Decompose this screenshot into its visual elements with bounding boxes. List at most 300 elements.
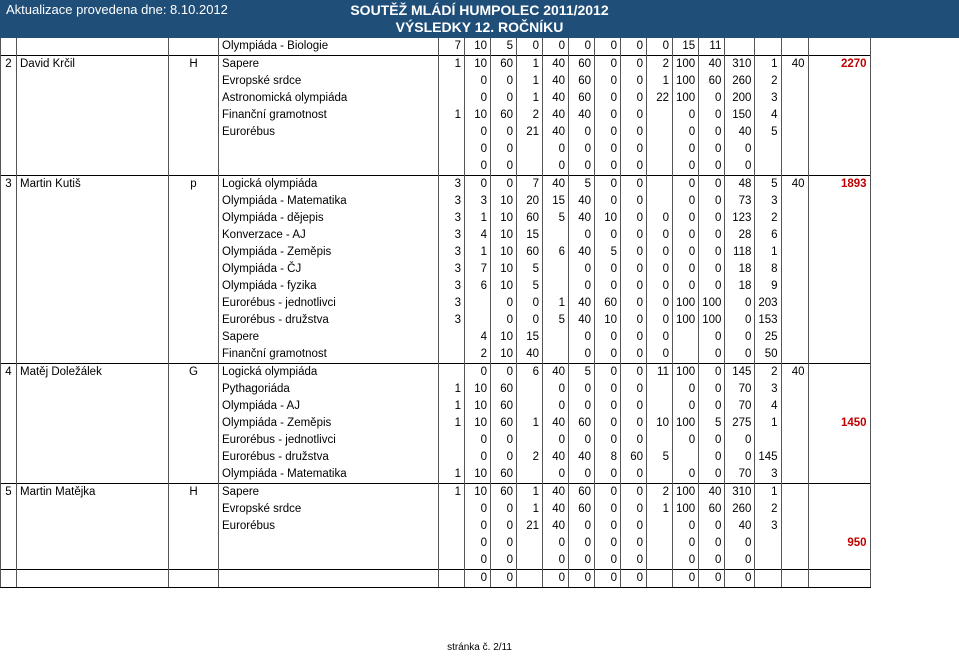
value-cell [647,552,673,570]
value-cell: 60 [491,398,517,415]
bonus-cell [781,432,808,449]
value-cell: 0 [621,501,647,518]
bonus-cell [781,570,808,588]
value-cell: 1 [439,466,465,484]
value-cell: 0 [621,295,647,312]
value-cell: 0 [699,449,725,466]
value-cell: 123 [725,210,755,227]
value-cell: 0 [725,295,755,312]
value-cell: 0 [569,227,595,244]
bonus-cell [781,398,808,415]
total-cell [808,141,870,158]
value-cell: 0 [595,261,621,278]
value-cell [725,38,755,56]
bonus-cell [781,415,808,432]
value-cell: 7 [439,38,465,56]
value-cell: 40 [543,56,569,74]
value-cell: 6 [517,364,543,382]
name-cell: Matěj Doležálek [17,364,169,382]
value-cell [647,466,673,484]
value-cell: 3 [755,518,781,535]
value-cell: 0 [595,501,621,518]
value-cell: 0 [621,346,647,364]
name-cell [17,278,169,295]
competition-cell [219,141,439,158]
value-cell: 0 [725,346,755,364]
value-cell: 40 [725,124,755,141]
bonus-cell [781,107,808,124]
name-cell [17,570,169,588]
value-cell: 5 [517,278,543,295]
value-cell: 0 [491,501,517,518]
value-cell: 11 [647,364,673,382]
value-cell: 40 [543,501,569,518]
rank-cell [1,227,17,244]
value-cell: 1 [439,484,465,502]
value-cell: 2 [517,107,543,124]
value-cell: 0 [647,244,673,261]
value-cell: 0 [699,90,725,107]
rank-cell [1,295,17,312]
value-cell: 118 [725,244,755,261]
value-cell: 0 [673,381,699,398]
value-cell: 10 [491,227,517,244]
value-cell: 60 [569,484,595,502]
value-cell: 40 [543,73,569,90]
rank-cell [1,466,17,484]
table-row [1,398,871,415]
value-cell: 0 [595,90,621,107]
value-cell: 40 [569,244,595,261]
value-cell: 18 [725,278,755,295]
value-cell: 18 [725,261,755,278]
value-cell: 0 [543,570,569,588]
value-cell: 60 [569,90,595,107]
rank-cell [1,38,17,56]
value-cell: 21 [517,124,543,141]
value-cell: 0 [699,432,725,449]
value-cell: 60 [569,501,595,518]
rank-cell [1,346,17,364]
value-cell [439,570,465,588]
value-cell: 0 [699,329,725,346]
value-cell: 60 [491,484,517,502]
rank-cell [1,449,17,466]
update-date: Aktualizace provedena dne: 8.10.2012 [6,2,228,17]
value-cell: 22 [647,90,673,107]
bonus-cell [781,295,808,312]
total-cell [808,381,870,398]
value-cell: 3 [439,210,465,227]
value-cell: 0 [595,570,621,588]
total-cell [808,501,870,518]
value-cell: 0 [621,90,647,107]
value-cell: 0 [491,176,517,194]
value-cell: 3 [439,227,465,244]
table-row [1,329,871,346]
value-cell: 0 [569,278,595,295]
value-cell: 11 [699,38,725,56]
value-cell: 3 [755,90,781,107]
value-cell [439,535,465,552]
bonus-cell [781,210,808,227]
name-cell [17,312,169,329]
value-cell: 5 [543,210,569,227]
value-cell [647,141,673,158]
competition-cell: Eurorébus - družstva [219,449,439,466]
value-cell: 10 [491,244,517,261]
name-cell [17,518,169,535]
value-cell: 310 [725,484,755,502]
value-cell [439,364,465,382]
value-cell: 10 [595,312,621,329]
value-cell: 0 [465,501,491,518]
bonus-cell [781,193,808,210]
value-cell: 2 [517,449,543,466]
value-cell: 0 [673,432,699,449]
table-row [1,227,871,244]
value-cell: 0 [673,570,699,588]
value-cell [439,158,465,176]
class-cell [169,329,219,346]
value-cell [647,535,673,552]
value-cell: 0 [725,141,755,158]
class-cell [169,158,219,176]
competition-cell: Logická olympiáda [219,176,439,194]
value-cell: 10 [491,278,517,295]
value-cell: 0 [569,346,595,364]
value-cell: 60 [699,501,725,518]
competition-cell: Sapere [219,329,439,346]
value-cell [755,535,781,552]
value-cell: 10 [491,346,517,364]
value-cell: 4 [755,398,781,415]
value-cell: 70 [725,466,755,484]
value-cell: 0 [595,364,621,382]
competition-cell: Olympiáda - Matematika [219,193,439,210]
value-cell: 0 [595,124,621,141]
value-cell: 1 [647,73,673,90]
total-cell [808,295,870,312]
bonus-cell [781,518,808,535]
value-cell: 0 [491,73,517,90]
name-cell [17,261,169,278]
total-cell [808,364,870,382]
value-cell: 0 [699,398,725,415]
value-cell: 0 [543,158,569,176]
value-cell: 100 [699,295,725,312]
table-row [1,107,871,124]
name-cell [17,501,169,518]
value-cell: 70 [725,398,755,415]
total-cell [808,107,870,124]
value-cell: 0 [621,364,647,382]
value-cell: 60 [569,415,595,432]
value-cell: 1 [517,73,543,90]
value-cell [517,570,543,588]
table-row [1,56,871,74]
bonus-cell [781,552,808,570]
competition-cell [219,552,439,570]
competition-cell: Eurorébus [219,124,439,141]
value-cell [543,329,569,346]
value-cell: 0 [621,466,647,484]
table-row [1,261,871,278]
value-cell: 40 [543,364,569,382]
value-cell: 9 [755,278,781,295]
value-cell: 0 [673,158,699,176]
competition-cell: Sapere [219,56,439,74]
value-cell [755,141,781,158]
value-cell: 0 [595,227,621,244]
value-cell: 0 [465,90,491,107]
value-cell: 2 [647,56,673,74]
value-cell: 0 [491,570,517,588]
value-cell: 0 [673,227,699,244]
value-cell: 1 [755,415,781,432]
value-cell: 0 [595,73,621,90]
name-cell [17,346,169,364]
value-cell [439,124,465,141]
competition-cell: Finanční gramotnost [219,107,439,124]
competition-cell [219,570,439,588]
bonus-cell: 40 [781,176,808,194]
value-cell [439,329,465,346]
value-cell: 0 [543,38,569,56]
value-cell: 0 [595,415,621,432]
value-cell: 2 [755,210,781,227]
value-cell: 10 [465,107,491,124]
competition-cell: Pythagoriáda [219,381,439,398]
class-cell [169,124,219,141]
table-row [1,124,871,141]
competition-cell: Olympiáda - Zeměpis [219,415,439,432]
name-cell [17,73,169,90]
value-cell: 0 [699,107,725,124]
value-cell: 0 [543,466,569,484]
value-cell [439,552,465,570]
bonus-cell [781,244,808,261]
class-cell [169,210,219,227]
name-cell [17,381,169,398]
rank-cell [1,329,17,346]
value-cell: 0 [699,346,725,364]
value-cell: 3 [755,193,781,210]
value-cell [543,227,569,244]
rank-cell [1,90,17,107]
rank-cell: 5 [1,484,17,502]
value-cell: 21 [517,518,543,535]
value-cell: 1 [755,484,781,502]
bonus-cell: 40 [781,56,808,74]
value-cell: 0 [595,278,621,295]
rank-cell [1,415,17,432]
competition-cell: Eurorébus - jednotlivci [219,295,439,312]
value-cell [517,398,543,415]
value-cell: 40 [543,415,569,432]
value-cell: 6 [465,278,491,295]
value-cell: 40 [569,210,595,227]
value-cell: 0 [621,227,647,244]
value-cell [543,278,569,295]
value-cell: 0 [621,518,647,535]
value-cell: 0 [491,552,517,570]
value-cell: 0 [595,158,621,176]
value-cell: 40 [569,295,595,312]
value-cell: 0 [699,364,725,382]
table-row [1,364,871,382]
bonus-cell [781,501,808,518]
rank-cell [1,518,17,535]
value-cell [647,107,673,124]
value-cell: 0 [595,535,621,552]
class-cell [169,518,219,535]
value-cell: 0 [699,158,725,176]
value-cell: 60 [595,295,621,312]
value-cell [439,432,465,449]
value-cell: 1 [755,244,781,261]
value-cell: 0 [491,141,517,158]
value-cell: 73 [725,193,755,210]
value-cell: 0 [725,158,755,176]
value-cell: 0 [465,449,491,466]
value-cell: 60 [491,381,517,398]
value-cell: 0 [569,535,595,552]
value-cell: 48 [725,176,755,194]
value-cell: 0 [465,552,491,570]
value-cell: 0 [517,312,543,329]
value-cell: 4 [755,107,781,124]
table-row [1,295,871,312]
value-cell: 0 [595,176,621,194]
class-cell [169,501,219,518]
class-cell [169,244,219,261]
bonus-cell [781,158,808,176]
value-cell: 40 [725,518,755,535]
value-cell: 50 [755,346,781,364]
value-cell: 0 [725,449,755,466]
value-cell: 0 [673,124,699,141]
value-cell: 0 [699,193,725,210]
rank-cell [1,141,17,158]
value-cell: 5 [569,176,595,194]
competition-cell [219,535,439,552]
class-cell [169,312,219,329]
name-cell: David Krčil [17,56,169,74]
value-cell: 0 [647,329,673,346]
value-cell: 1 [439,107,465,124]
name-cell [17,227,169,244]
value-cell: 0 [647,261,673,278]
bonus-cell [781,261,808,278]
value-cell: 10 [465,38,491,56]
value-cell: 0 [595,484,621,502]
value-cell: 60 [621,449,647,466]
class-cell: H [169,56,219,74]
total-cell [808,210,870,227]
rank-cell [1,124,17,141]
competition-cell: Finanční gramotnost [219,346,439,364]
value-cell: 100 [673,415,699,432]
value-cell: 15 [517,329,543,346]
rank-cell [1,501,17,518]
value-cell [755,570,781,588]
value-cell: 0 [621,552,647,570]
rank-cell [1,261,17,278]
value-cell: 0 [517,38,543,56]
value-cell: 0 [673,141,699,158]
name-cell [17,449,169,466]
rank-cell [1,73,17,90]
value-cell: 1 [439,398,465,415]
value-cell: 0 [465,570,491,588]
value-cell: 0 [647,227,673,244]
page-number: stránka č. 2/11 [447,642,512,653]
value-cell: 0 [569,518,595,535]
value-cell: 0 [673,466,699,484]
value-cell: 10 [465,484,491,502]
name-cell [17,124,169,141]
value-cell: 0 [543,381,569,398]
value-cell: 260 [725,501,755,518]
table-row [1,346,871,364]
table-row [1,415,871,432]
name-cell [17,210,169,227]
value-cell: 100 [673,484,699,502]
value-cell: 153 [755,312,781,329]
rank-cell [1,432,17,449]
class-cell [169,432,219,449]
class-cell [169,141,219,158]
class-cell [169,261,219,278]
total-cell [808,346,870,364]
value-cell: 4 [465,227,491,244]
value-cell: 3 [439,295,465,312]
value-cell: 4 [465,329,491,346]
value-cell: 0 [595,107,621,124]
name-cell [17,158,169,176]
value-cell: 3 [439,176,465,194]
total-cell [808,193,870,210]
value-cell: 3 [439,244,465,261]
value-cell: 15 [543,193,569,210]
value-cell: 0 [595,381,621,398]
value-cell [439,449,465,466]
class-cell [169,73,219,90]
value-cell: 40 [543,449,569,466]
value-cell [647,570,673,588]
value-cell: 0 [699,244,725,261]
name-cell [17,38,169,56]
results-table [0,38,871,588]
name-cell [17,107,169,124]
value-cell: 0 [673,107,699,124]
value-cell: 40 [699,56,725,74]
value-cell: 0 [465,176,491,194]
value-cell: 40 [569,193,595,210]
class-cell [169,466,219,484]
value-cell: 0 [725,535,755,552]
value-cell: 0 [491,90,517,107]
value-cell [647,193,673,210]
value-cell: 60 [517,210,543,227]
value-cell: 2 [755,501,781,518]
value-cell: 5 [755,176,781,194]
value-cell: 0 [673,518,699,535]
value-cell: 1 [543,295,569,312]
table-row [1,484,871,502]
class-cell [169,107,219,124]
